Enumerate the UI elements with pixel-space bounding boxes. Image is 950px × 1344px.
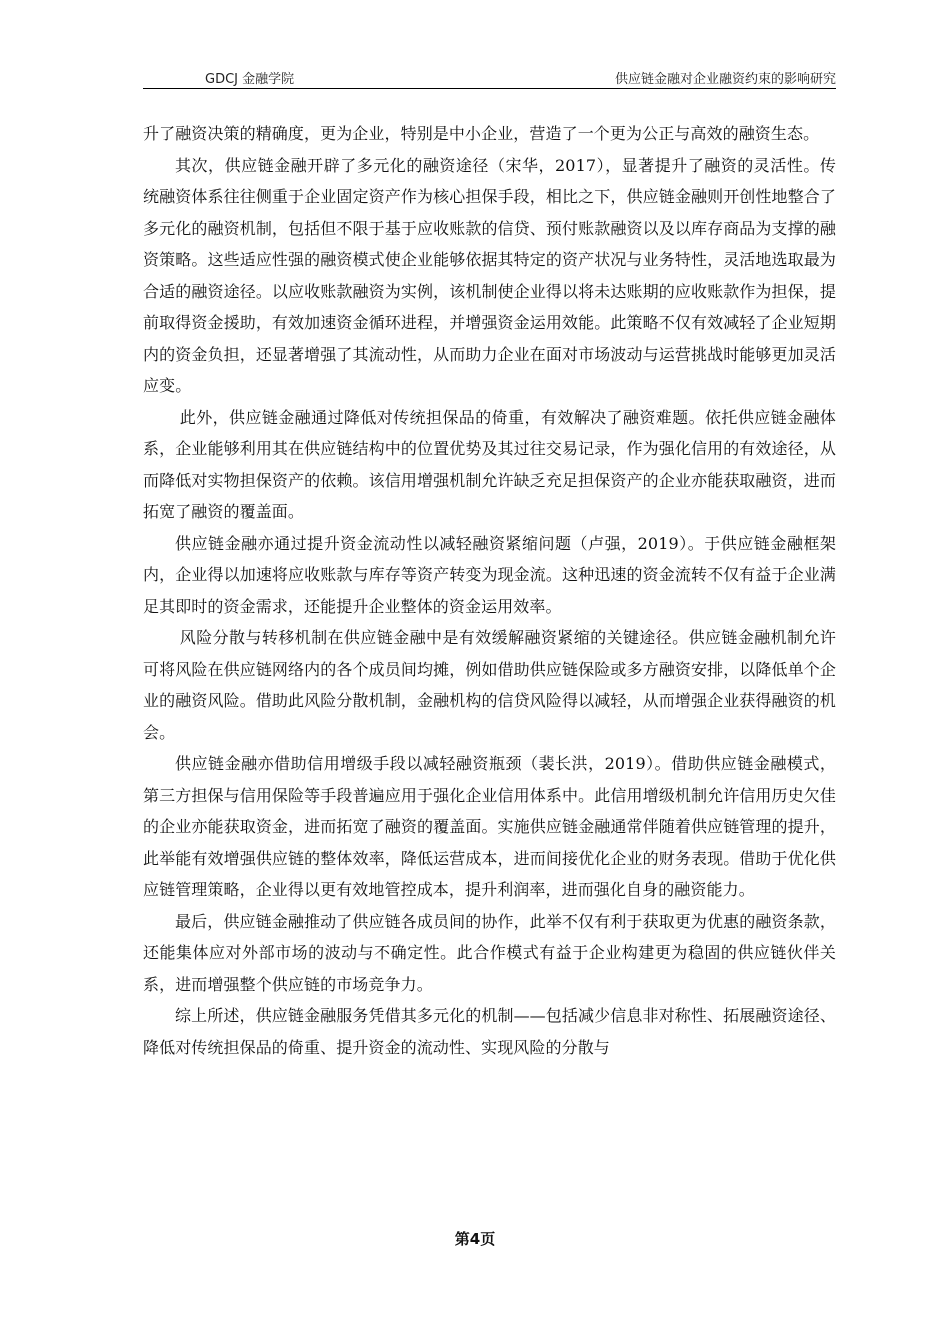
page-header bbox=[143, 66, 836, 89]
paragraph-diversified-channels: 其次，供应链金融开辟了多元化的融资途径（宋华，2017），显著提升了融资的灵活性。传统融资体系往往侧重于企业固定资产作为核心担保手段，相比之下，供应链金融则开创性地整合了多元化的融资机制，包括但不限于基于应收账款的信贷、预付账款融资以及以库存商品为支撑的融资策略。这些适应性强的融资模式使企业能够依据其特定的资产状况与业务特性，灵活地选取最为合适的融资途径。以应收账款融资为实例，该机制使企业得以将未达账期的应收账款作为担保，提前取得资金援助，有效加速资金循环进程，并增强资金运用效能。此策略不仅有效减轻了企业短期内的资金负担，还显著增强了其流动性，从而助力企业在面对市场波动与运营挑战时能够更加灵活应变。 bbox=[143, 155, 836, 395]
body-text bbox=[143, 118, 836, 1063]
paragraph-risk-sharing: 风险分散与转移机制在供应链金融中是有效缓解融资紧缩的关键途径。供应链金融机制允许可将风险在供应链网络内的各个成员间均摊，例如借助供应链保险或多方融资安排，以降低单个企业的融资风险。借助此风险分散机制，金融机构的信贷风险得以减轻，从而增强企业获得融资的机会。 bbox=[143, 628, 836, 742]
header-institution: GDCJ 金融学院 bbox=[205, 72, 295, 87]
page-number: 第4页 bbox=[454, 1230, 496, 1248]
paragraph-credit-enhancement: 供应链金融亦借助信用增级手段以减轻融资瓶颈（裴长洪，2019）。借助供应链金融模式，第三方担保与信用保险等手段普遍应用于强化企业信用体系中。此信用增级机制允许信用历史欠佳的企业亦能获取资金，进而拓宽了融资的覆盖面。实施供应链金融通常伴随着供应链管理的提升，此举能有效增强供应链的整体效率，降低运营成本，进而间接优化企业的财务表现。借助于优化供应链管理策略，企业得以更有效地管控成本，提升利润率，进而强化自身的融资能力。 bbox=[143, 754, 836, 899]
paragraph-collaboration: 最后，供应链金融推动了供应链各成员间的协作，此举不仅有利于获取更为优惠的融资条款，还能集体应对外部市场的波动与不确定性。此合作模式有益于企业构建更为稳固的供应链伙伴关系，进而增强整个供应链的市场竞争力。 bbox=[143, 911, 836, 994]
paragraph-continuation: 升了融资决策的精确度，更为企业，特别是中小企业，营造了一个更为公正与高效的融资生态。 bbox=[143, 124, 820, 143]
header-paper-title: 供应链金融对企业融资约束的影响研究 bbox=[614, 72, 836, 87]
paragraph-collateral: 此外，供应链金融通过降低对传统担保品的倚重，有效解决了融资难题。依托供应链金融体系，企业能够利用其在供应链结构中的位置优势及其过往交易记录，作为强化信用的有效途径，从而降低对实物担保资产的依赖。该信用增强机制允许缺乏充足担保资产的企业亦能获取融资，进而拓宽了融资的覆盖面。 bbox=[143, 407, 836, 521]
paragraph-summary: 综上所述，供应链金融服务凭借其多元化的机制——包括减少信息非对称性、拓展融资途径、降低对传统担保品的倚重、提升资金的流动性、实现风险的分散与 bbox=[143, 1006, 836, 1057]
paragraph-liquidity: 供应链金融亦通过提升资金流动性以减轻融资紧缩问题（卢强，2019）。于供应链金融框架内，企业得以加速将应收账款与库存等资产转变为现金流。这种迅速的资金流转不仅有益于企业满足其即时的资金需求，还能提升企业整体的资金运用效率。 bbox=[143, 533, 836, 616]
